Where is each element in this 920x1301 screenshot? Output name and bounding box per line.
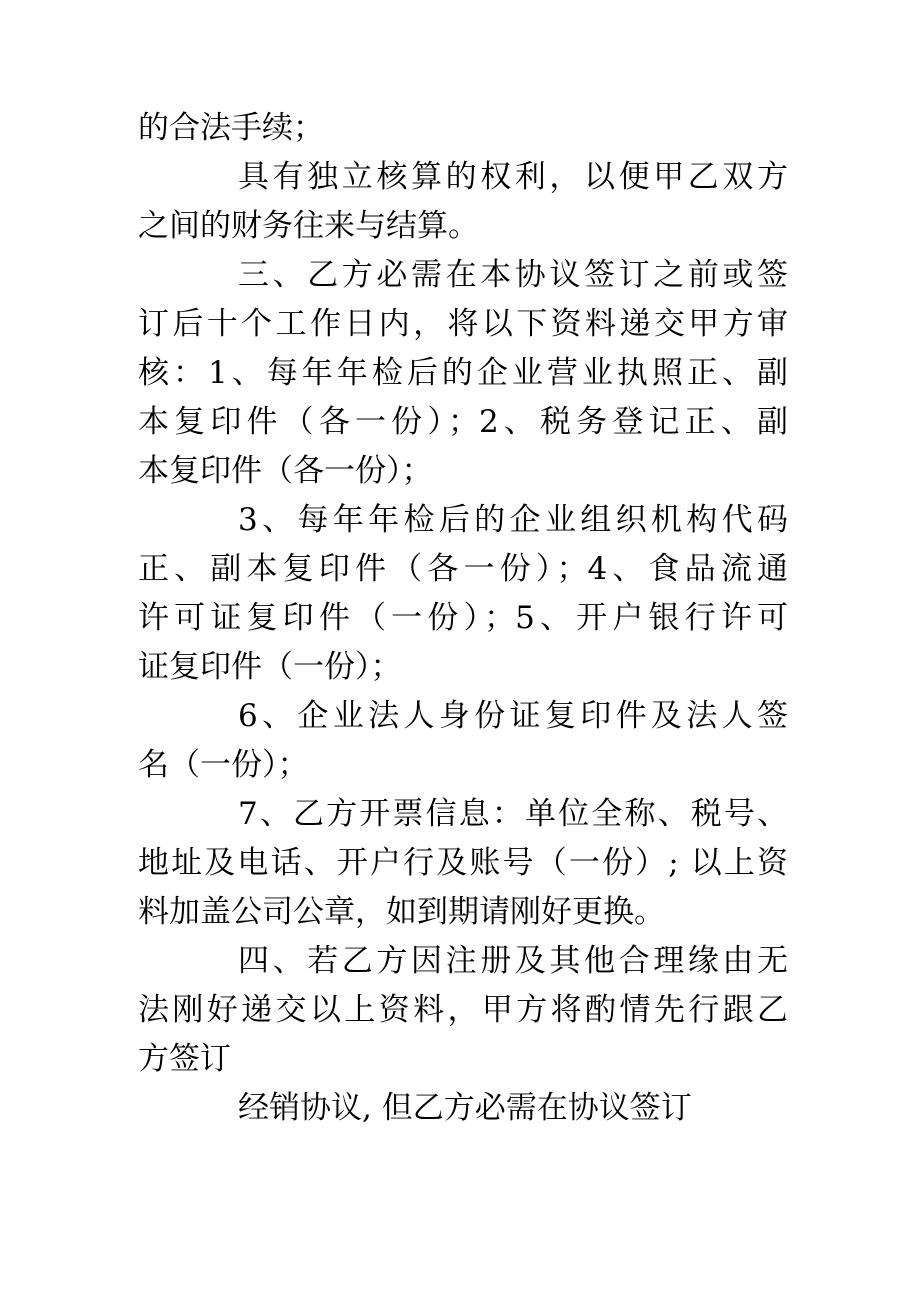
paragraph-item-3 xyxy=(138,496,788,692)
text-line: 的合法手续； xyxy=(138,110,324,146)
text-line: 正、副本复印件（各一份）；4、食品流通 xyxy=(138,551,788,587)
text-line: 料加盖公司公章，如到期请刚好更换。 xyxy=(138,894,665,930)
text-line: 订后十个工作日内，将以下资料递交甲方审 xyxy=(138,306,788,342)
document-page xyxy=(138,104,788,1133)
text-line: 3、每年年检后的企业组织机构代码 xyxy=(238,502,788,538)
text-line: 具有独立核算的权利，以便甲乙双方 xyxy=(238,159,788,195)
text-line: 本复印件（各一份）； xyxy=(138,453,433,489)
paragraph-clause-3 xyxy=(138,251,788,496)
paragraph-item-7 xyxy=(138,790,788,937)
text-line: 经销协议, 但乙方必需在协议签订 xyxy=(238,1090,692,1126)
text-line: 三、乙方必需在本协议签订之前或签 xyxy=(238,257,788,293)
text-line: 本复印件（各一份）；2、税务登记正、副 xyxy=(138,404,788,440)
text-line: 许可证复印件（一份）；5、开户银行许可 xyxy=(138,600,788,636)
text-line: 名（一份）； xyxy=(138,747,309,783)
text-line: 四、若乙方因注册及其他合理缘由无 xyxy=(238,943,788,979)
paragraph-item-6 xyxy=(138,692,788,790)
text-line: 核：1、每年年检后的企业营业执照正、副 xyxy=(138,355,788,391)
text-line: 法刚好递交以上资料，甲方将酌情先行跟乙 xyxy=(138,992,788,1028)
paragraph-independent-accounting xyxy=(138,153,788,251)
paragraph-legal-procedures xyxy=(138,104,788,153)
text-line: 地址及电话、开户行及账号（一份）; 以上资 xyxy=(138,845,788,881)
text-line: 7、乙方开票信息：单位全称、税号、 xyxy=(238,796,788,832)
text-line: 6、企业法人身份证复印件及法人签 xyxy=(238,698,788,734)
text-line: 之间的财务往来与结算。 xyxy=(138,208,479,244)
paragraph-clause-4 xyxy=(138,937,788,1084)
text-line: 方签订 xyxy=(138,1041,231,1077)
text-line: 证复印件（一份）； xyxy=(138,649,402,685)
paragraph-distribution-agreement xyxy=(138,1084,788,1133)
